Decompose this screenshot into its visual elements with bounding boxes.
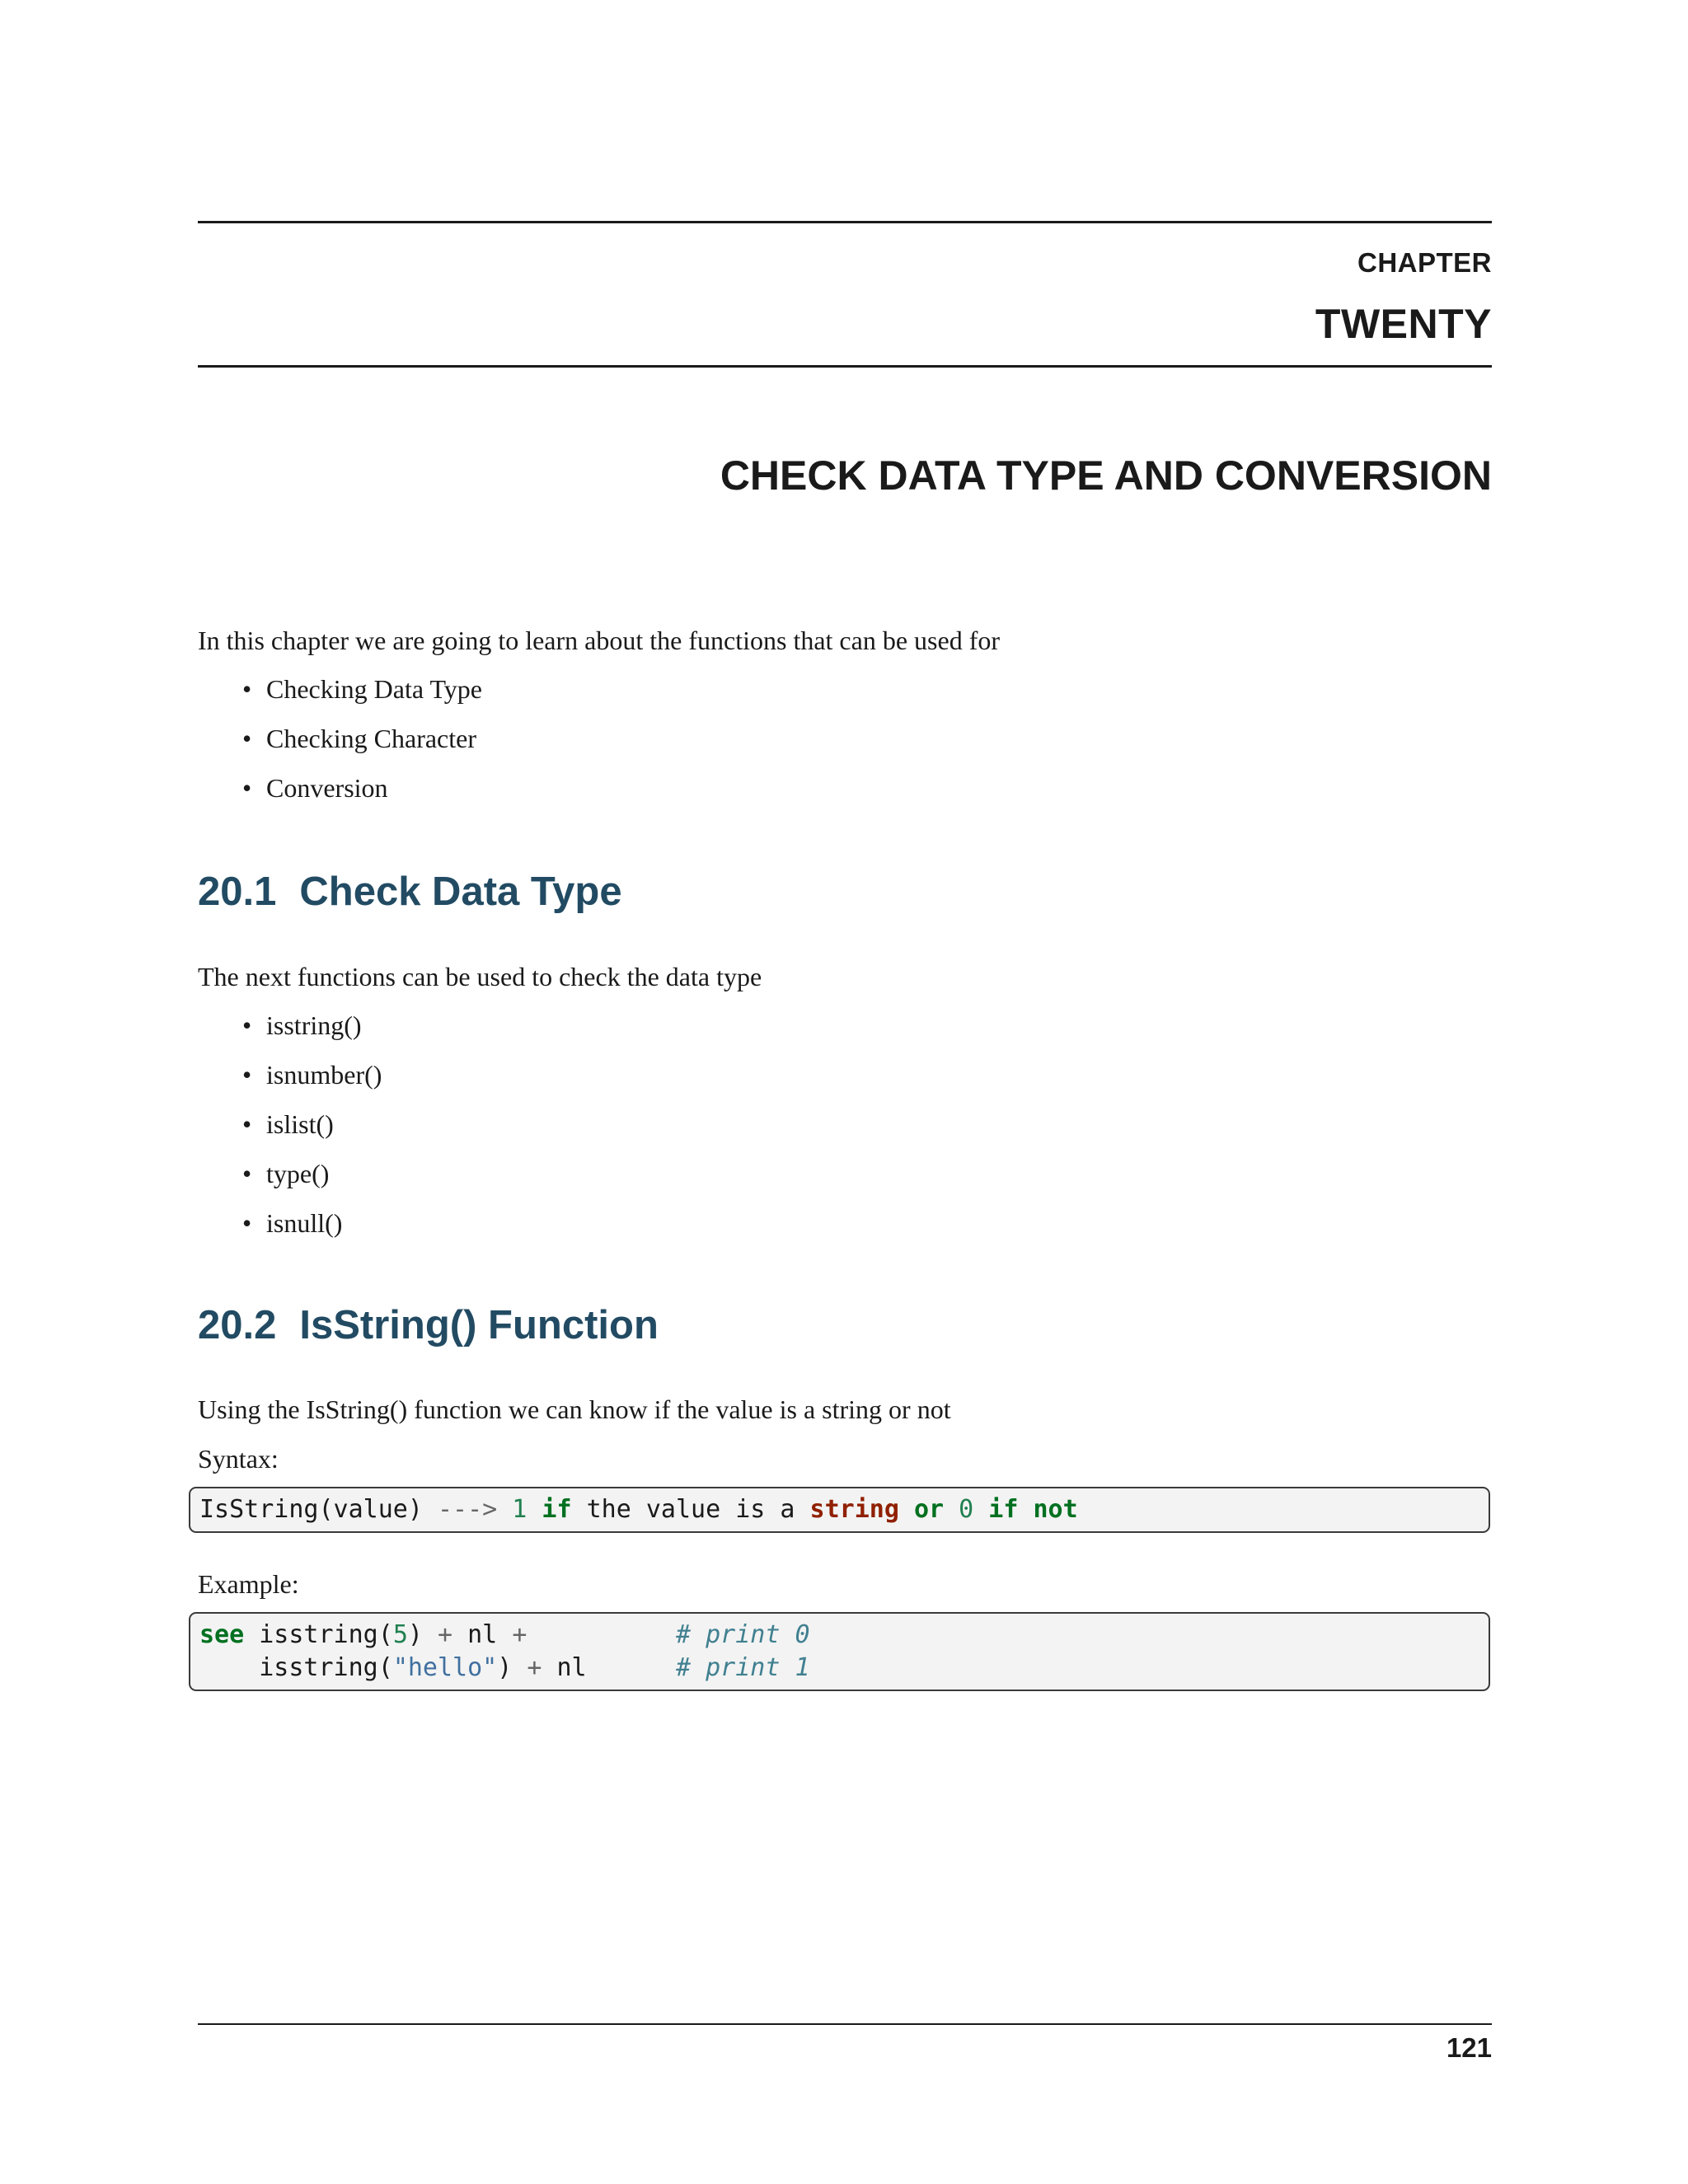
code-text: isstring( xyxy=(244,1620,393,1649)
document-page xyxy=(198,0,1492,2184)
list-item xyxy=(198,1207,382,1256)
code-keyword: see xyxy=(199,1620,245,1649)
bullet-icon: • xyxy=(242,724,252,753)
code-keyword: if xyxy=(542,1495,572,1524)
code-text: ) xyxy=(497,1653,528,1682)
list-item-text: isnumber() xyxy=(266,1060,382,1090)
data-type-function-list xyxy=(198,1009,382,1256)
chapter-title: CHECK DATA TYPE AND CONVERSION xyxy=(720,452,1492,499)
code-text: IsString(value) xyxy=(199,1495,438,1524)
bullet-icon: • xyxy=(242,1010,252,1040)
bullet-icon: • xyxy=(242,1060,252,1090)
page-number: 121 xyxy=(1446,2032,1492,2063)
bullet-icon: • xyxy=(242,674,252,704)
code-operator: + xyxy=(512,1620,528,1649)
bullet-icon: • xyxy=(242,773,252,803)
code-space xyxy=(1018,1495,1033,1524)
code-space xyxy=(587,1653,676,1682)
example-code-block xyxy=(189,1612,1490,1691)
code-text: the value is a xyxy=(571,1495,810,1524)
code-text: nl xyxy=(452,1620,513,1649)
code-number: 1 xyxy=(512,1495,528,1524)
code-comment: # print 1 xyxy=(676,1653,810,1682)
code-keyword: if xyxy=(988,1495,1019,1524)
code-string: "hello" xyxy=(392,1653,498,1682)
list-item xyxy=(198,1157,382,1207)
section-heading-20-1 xyxy=(198,869,622,915)
bullet-icon: • xyxy=(242,1208,252,1238)
list-item-text: isnull() xyxy=(266,1208,343,1238)
intro-paragraph: In this chapter we are going to learn about the functions that can be used for xyxy=(198,626,1000,655)
section-title: IsString() Function xyxy=(299,1303,659,1347)
list-item xyxy=(198,722,482,771)
code-operator: + xyxy=(438,1620,453,1649)
section-number: 20.2 xyxy=(198,1303,277,1347)
chapter-label: CHAPTER xyxy=(1357,247,1492,278)
code-number: 0 xyxy=(959,1495,974,1524)
section-title: Check Data Type xyxy=(299,869,622,914)
code-operator: + xyxy=(527,1653,542,1682)
section-number: 20.1 xyxy=(198,869,277,914)
chapter-bottom-rule xyxy=(198,365,1492,368)
code-text: nl xyxy=(542,1653,587,1682)
list-item-text: Conversion xyxy=(266,773,388,803)
code-operator: ---> xyxy=(437,1495,498,1524)
syntax-code-block xyxy=(189,1487,1490,1533)
code-space xyxy=(899,1495,914,1524)
intro-list xyxy=(198,673,482,821)
code-comment: # print 0 xyxy=(676,1620,810,1649)
list-item-text: isstring() xyxy=(266,1010,362,1040)
code-number: 5 xyxy=(392,1620,408,1649)
bullet-icon: • xyxy=(242,1109,252,1139)
code-text: ) xyxy=(407,1620,438,1649)
footer-rule xyxy=(198,2023,1492,2025)
list-item xyxy=(198,1058,382,1108)
chapter-top-rule xyxy=(198,221,1492,223)
list-item-text: Checking Character xyxy=(266,724,476,753)
code-space xyxy=(527,1620,676,1649)
chapter-number: TWENTY xyxy=(1315,301,1492,347)
code-space xyxy=(497,1495,512,1524)
example-label: Example: xyxy=(198,1569,299,1599)
code-type-keyword: string xyxy=(809,1495,899,1524)
code-space xyxy=(973,1495,988,1524)
list-item xyxy=(198,1108,382,1157)
code-keyword: not xyxy=(1033,1495,1078,1524)
section-20-1-paragraph: The next functions can be used to check the data type xyxy=(198,962,762,991)
bullet-icon: • xyxy=(242,1159,252,1188)
list-item xyxy=(198,1009,382,1058)
list-item-text: Checking Data Type xyxy=(266,674,482,704)
list-item xyxy=(198,673,482,722)
code-text: isstring( xyxy=(199,1653,393,1682)
list-item xyxy=(198,771,482,821)
code-space xyxy=(527,1495,542,1524)
list-item-text: type() xyxy=(266,1159,330,1188)
code-keyword: or xyxy=(913,1495,945,1524)
code-space xyxy=(944,1495,959,1524)
section-heading-20-2 xyxy=(198,1302,659,1348)
list-item-text: islist() xyxy=(266,1109,334,1139)
syntax-label: Syntax: xyxy=(198,1444,279,1474)
section-20-2-paragraph: Using the IsString() function we can know if the value is a string or not xyxy=(198,1394,951,1424)
